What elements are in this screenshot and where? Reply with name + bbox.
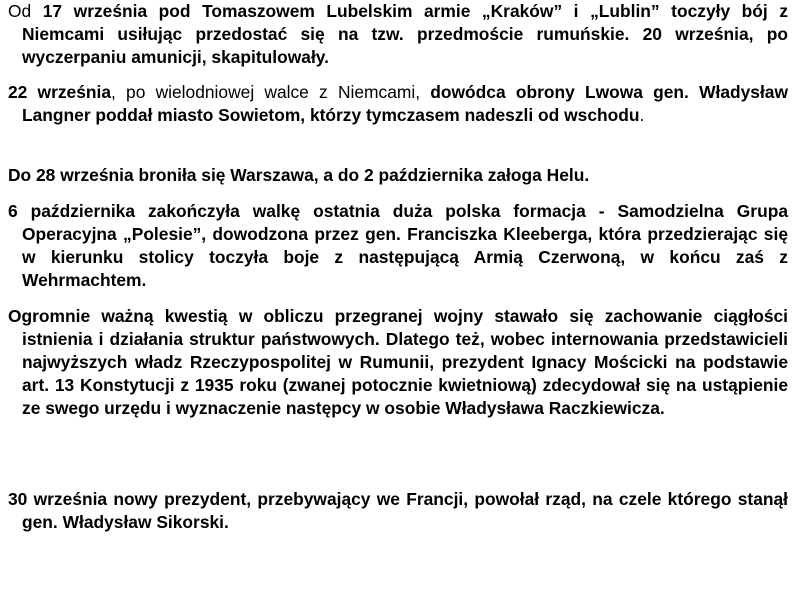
text-segment: 22 września — [8, 82, 112, 102]
paragraph-lwow — [8, 81, 788, 127]
slide-content — [8, 0, 788, 595]
text-segment: , po wielodniowej walce z Niemcami, — [111, 82, 431, 102]
text-segment: 6 października zakończyła walkę ostatnia duża polska formacja - Samodzielna Grupa Operacyjna „Polesie”, dowodzona przez gen. Franciszka Kleeberga, która przedzierając się w kierunku stolicy toczyła boje z następującą Armią Czerwoną, w końcu zaś z Wehrmachtem. — [8, 201, 788, 290]
text-segment: 17 września pod Tomaszowem Lubelskim armie „Kraków” i „Lublin” toczyły bój z Niemcami usiłując przedostać się na tzw. przedmoście rumuńskie. 20 września, po wyczerpaniu amunicji, skapitulowały. — [22, 1, 789, 67]
paragraph-ciaglosc-panstwa — [8, 305, 788, 420]
paragraph-tomaszow — [8, 0, 788, 69]
text-segment: 30 września nowy prezydent, przebywający we Francji, powołał rząd, na czele którego stanął gen. Władysław Sikorski. — [8, 489, 788, 532]
text-segment: Od — [8, 1, 43, 21]
text-segment: Do 28 września broniła się Warszawa, a do 2 października załoga Helu. — [8, 165, 590, 185]
text-segment: Ogromnie ważną kwestią w obliczu przegranej wojny stawało się zachowanie ciągłości istnienia i działania struktur państwowych. Dlatego też, wobec internowania przedstawicieli najwyższych władz Rzeczypospolitej w Rumunii, prezydent Ignacy Mościcki na podstawie art. 13 Konstytucji z 1935 roku (zwanej potocznie kwietniową) zdecydował się na ustąpienie ze swego urzędu i wyznaczenie następcy w osobie Władysława Raczkiewicza. — [8, 306, 788, 418]
text-segment: dowódca obrony Lwowa gen. Władysław Langner poddał miasto Sowietom, którzy tymczasem nadeszli od wschodu — [22, 82, 789, 125]
paragraph-polesie — [8, 200, 788, 292]
paragraph-rzad-sikorski — [8, 488, 788, 534]
text-segment: . — [639, 105, 645, 125]
paragraph-warszawa-hel — [8, 164, 788, 187]
